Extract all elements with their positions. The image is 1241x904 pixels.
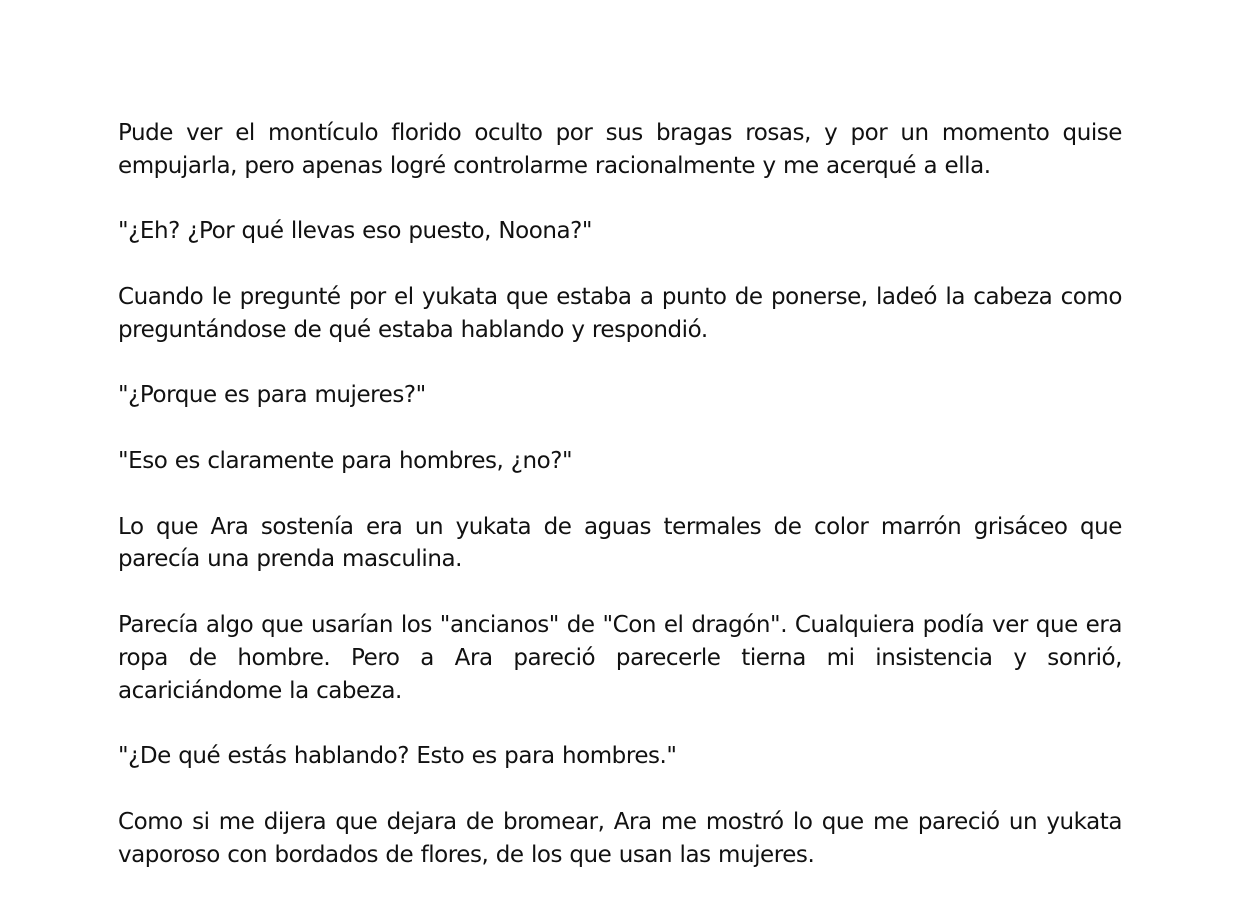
paragraph-9: Como si me dijera que dejara de bromear, Ara me mostró lo que me pareció un yukata vaporoso con bordados de flores, de los que usan las mujeres. [118, 808, 1122, 868]
paragraph-7: Parecía algo que usarían los "ancianos" de "Con el dragón". Cualquiera podía ver que era ropa de hombre. Pero a Ara pareció parecerle tierna mi insistencia y sonrió, acariciándome la cabeza. [118, 611, 1122, 704]
paragraph-3: Cuando le pregunté por el yukata que estaba a punto de ponerse, ladeó la cabeza como preguntándose de qué estaba hablando y respondió. [118, 283, 1122, 343]
paragraph-4: "¿Porque es para mujeres?" [118, 382, 426, 409]
document-page [118, 117, 1122, 904]
paragraph-8: "¿De qué estás hablando? Esto es para hombres." [118, 743, 677, 770]
paragraph-1: Pude ver el montículo florido oculto por sus bragas rosas, y por un momento quise empujarla, pero apenas logré controlarme racionalmente y me acerqué a ella. [118, 120, 1122, 179]
paragraph-2: "¿Eh? ¿Por qué llevas eso puesto, Noona?" [118, 218, 592, 245]
paragraph-6: Lo que Ara sostenía era un yukata de aguas termales de color marrón grisáceo que parecía una prenda masculina. [118, 513, 1122, 573]
paragraph-5: "Eso es claramente para hombres, ¿no?" [118, 447, 573, 474]
